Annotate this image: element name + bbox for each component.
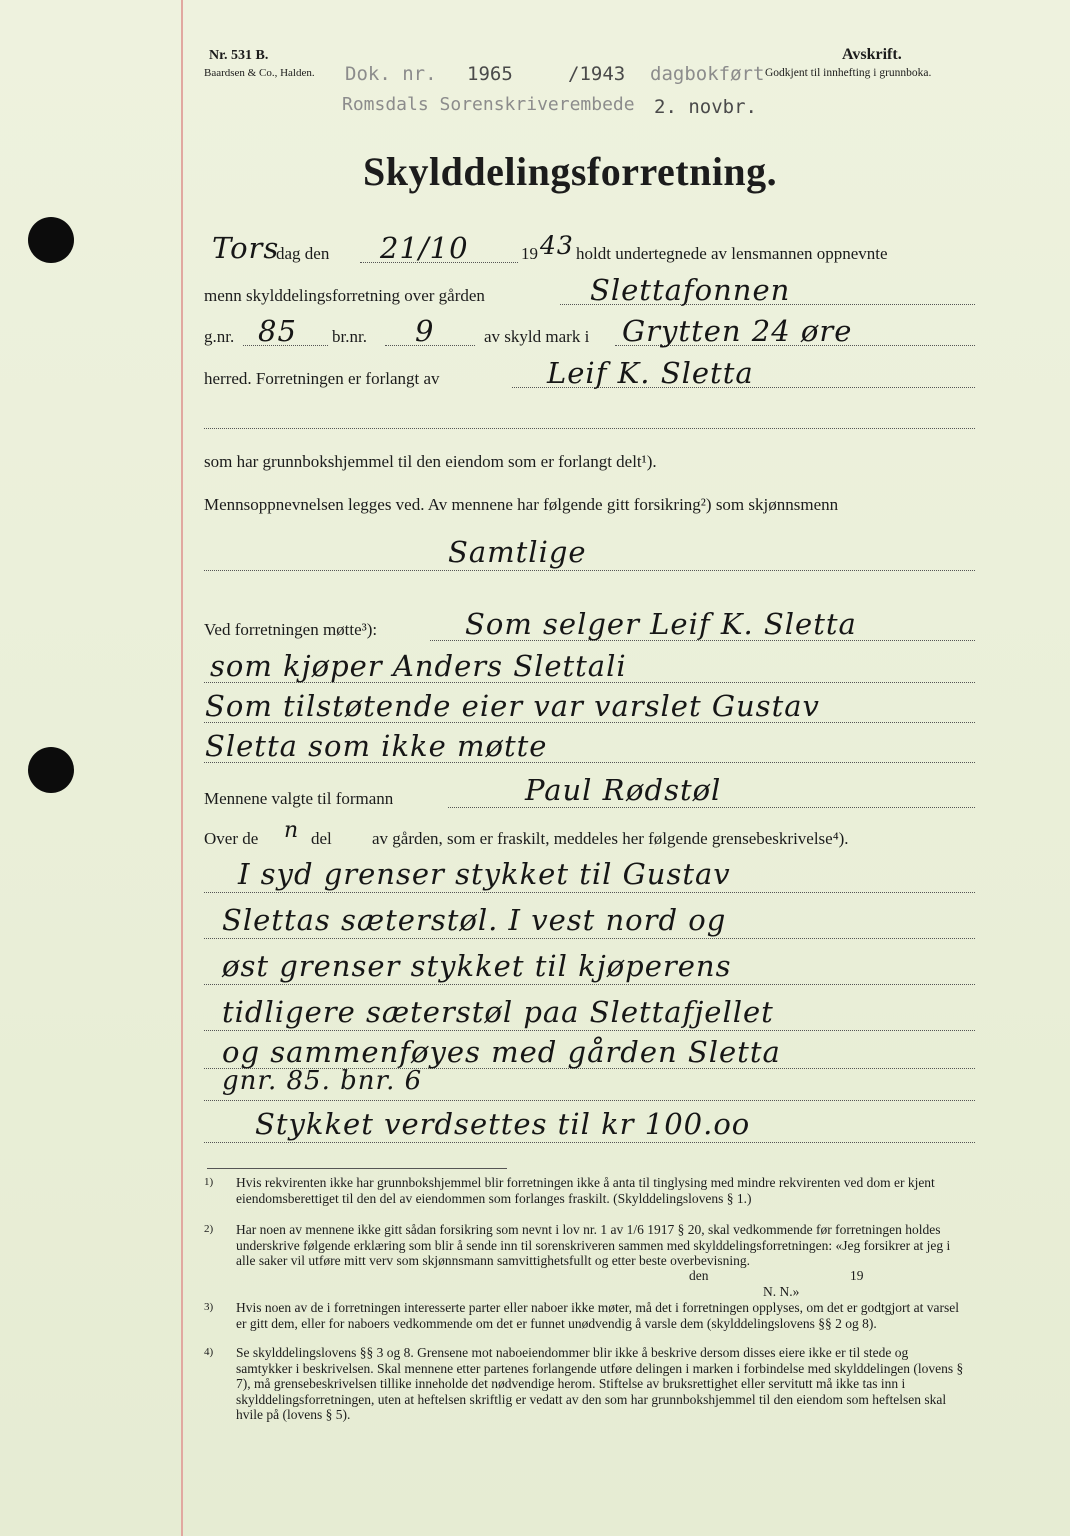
stamp-doc-label: Dok. nr. (345, 63, 437, 85)
stamp-year: /1943 (568, 63, 626, 85)
bnr-value: 9 (415, 314, 435, 348)
footnote-2-year: 19 (850, 1268, 864, 1283)
gnr-value: 85 (258, 314, 297, 348)
over-rest: av gården, som er fraskilt, meddeles her følgende grensebeskrivelse⁴). (372, 829, 849, 848)
chair-label: Mennene valgte til formann (204, 789, 394, 808)
boundary-line-7: Stykket verdsettes til kr 100.oo (255, 1107, 751, 1141)
boundary-line-6: gnr. 85. bnr. 6 (222, 1066, 423, 1096)
over-handwritten: n (284, 818, 300, 843)
menn-text: Mennsoppnevnelsen legges ved. Av mennene har følgende gitt forsikring²) som skjønnsmenn (204, 495, 839, 514)
date-value: 21/10 (380, 231, 469, 265)
chair-line (448, 807, 975, 808)
footnote-text: Hvis rekvirenten ikke har grunnbokshjemmel blir forretningen ikke å anta til tinglysing med mindre rekvirenten ved dom er kjent eiendomsberettiget til den del av eiendommen som forlanges fraskilt. (Skylddelingslovens § 1.) (236, 1175, 935, 1206)
punch-hole (28, 217, 74, 263)
boundary-line-3: øst grenser stykket til kjøperens (222, 949, 732, 983)
footnote-number: 2) (204, 1223, 214, 1235)
stamp-journal: dagbokført (650, 63, 765, 85)
document-title: Skylddelingsforretning. (363, 149, 778, 194)
approval-note: Godkjent til innhefting i grunnboka. (765, 67, 932, 79)
attended-line-1: Som selger Leif K. Sletta (465, 607, 857, 641)
footnote-number: 3) (204, 1301, 214, 1313)
dag-den-label: dag den (276, 244, 330, 263)
year-suffix: 43 (540, 231, 574, 260)
blank-line (204, 428, 975, 429)
boundary-line (204, 892, 975, 893)
attended-line-2: som kjøper Anders Slettali (210, 649, 627, 683)
footnote-text: Har noen av mennene ikke gitt sådan forsikring som nevnt i lov nr. 1 av 1/6 1917 § 20, skal vedkommende før forretningen holdes underskrive følgende erklæring som blir å sende inn til sorenskriveren sammen med skylddelingsforretningen: «Jeg forsikrer at jeg i alle saker vil utføre mitt verv som skjønnsmann samvittighetsfullt og etter beste overbevisning. (236, 1222, 951, 1268)
skyld-value: Grytten 24 øre (622, 314, 853, 348)
line1-rest: holdt undertegnede av lensmannen oppnevnte (576, 244, 888, 263)
over-del: del (311, 829, 332, 848)
forsikring-line (204, 570, 975, 571)
over-label: Over de (204, 829, 259, 848)
footnote-2-signature: N. N.» (763, 1284, 800, 1299)
bnr-label: br.nr. (332, 327, 367, 346)
copy-label: Avskrift. (842, 46, 902, 63)
boundary-line-4: tidligere sæterstøl paa Slettafjellet (222, 995, 774, 1029)
boundary-line-2: Slettas sæterstøl. I vest nord og (222, 903, 727, 937)
boundary-line (204, 938, 975, 939)
footnote-separator (207, 1168, 507, 1169)
footnote-text: Se skylddelingslovens §§ 3 og 8. Grensene mot naboeiendommer blir ikke å beskrive dersom disses eiere ikke er til stede og samtykker i beskrivelsen. Skal mennene etter partenes forlangende utføre delingen i marken i forbindelse med skylddelingen (lovens § 7), må grensebeskrivelsen tillike inneholde det nødvendige herom. Stiftelse av bruksrettighet eller servitutt må ikke tas inn i skylddelingsforretningen, uten at heftelsen skriftlig er vedatt av den som har grunnbokshjemmel til den eiendom som heftelsen skal hvile på (lovens § 5). (236, 1345, 964, 1422)
form-number: Nr. 531 B. (209, 48, 269, 63)
year-prefix: 19 (521, 244, 538, 263)
footnote-4 (204, 1345, 964, 1423)
footnote-1 (204, 1175, 964, 1206)
requester-name: Leif K. Sletta (547, 356, 754, 390)
attended-line-4: Sletta som ikke møtte (205, 729, 548, 763)
footnote-3 (204, 1300, 964, 1331)
farm-label: menn skylddelingsforretning over gården (204, 286, 485, 305)
farm-name: Slettafonnen (590, 273, 791, 307)
boundary-line (204, 1100, 975, 1101)
punch-hole (28, 747, 74, 793)
stamp-office: Romsdals Sorenskriverembede (342, 94, 635, 115)
footnote-number: 1) (204, 1176, 214, 1188)
footnote-text: Hvis noen av de i forretningen interesserte parter eller naboer ikke møter, må det i forretningen opplyses, om det er godtgjort at varsel er gitt dem, eller for naboers vedkommende om det er funnet unødvendig å varsle dem (skylddelingslovens §§ 2 og 8). (236, 1300, 959, 1331)
attended-label: Ved forretningen møtte³): (204, 620, 378, 639)
footnote-number: 4) (204, 1346, 214, 1358)
boundary-line (204, 1030, 975, 1031)
stamp-doc-number: 1965 (467, 63, 513, 85)
weekday: Tors (212, 231, 280, 265)
herred-label: herred. Forretningen er forlangt av (204, 369, 440, 388)
boundary-line-1: I syd grenser stykket til Gustav (238, 857, 731, 891)
forsikring-value: Samtlige (448, 535, 587, 569)
footnote-2-den: den (689, 1268, 709, 1283)
footnote-2 (204, 1222, 964, 1269)
gnr-label: g.nr. (204, 327, 235, 346)
boundary-line (204, 1142, 975, 1143)
boundary-line-5: og sammenføyes med gården Sletta (222, 1035, 781, 1069)
margin-rule (181, 0, 183, 1536)
grunnbok-text: som har grunnbokshjemmel til den eiendom som er forlangt delt¹). (204, 452, 657, 471)
printer-name: Baardsen & Co., Halden. (204, 67, 315, 79)
attended-line-3: Som tilstøtende eier var varslet Gustav (205, 689, 820, 723)
chairman-name: Paul Rødstøl (525, 773, 722, 807)
skyld-label: av skyld mark i (484, 327, 590, 346)
stamp-date: 2. novbr. (654, 96, 757, 118)
boundary-line (204, 984, 975, 985)
